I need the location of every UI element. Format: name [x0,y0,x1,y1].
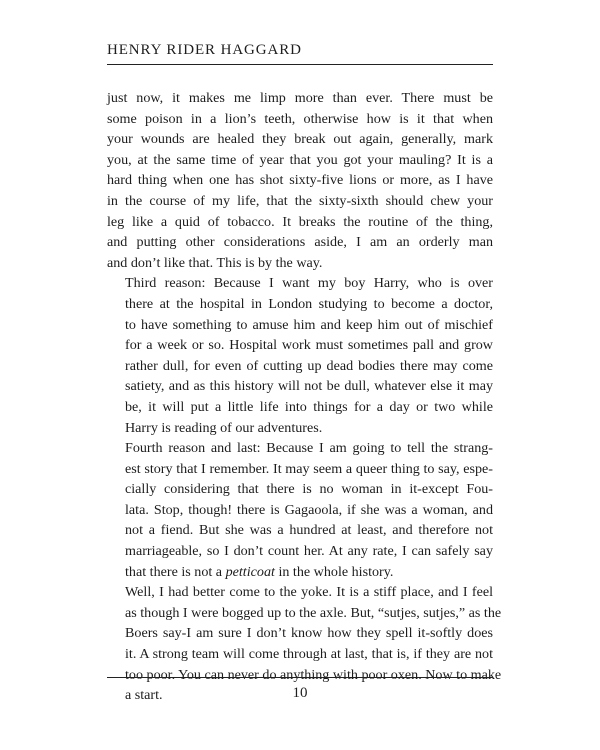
text-line: in the course of my life, that the sixty-sixth should chew your [107,192,493,209]
text-line: and putting other considerations aside, I am an orderly man [107,234,493,251]
footer-rule [107,677,493,678]
text-line: to have something to amuse him and keep him out of mischief [125,316,493,333]
body-text [107,88,502,706]
text-fragment: in the whole history. [274,563,394,580]
paragraph-1 [107,88,493,273]
text-line: leg like a quid of tobacco. It breaks the routine of the thing, [107,213,493,230]
text-line: and don’t like that. This is by the way. [107,254,323,271]
text-line: just now, it makes me limp more than ever. There must be [107,90,493,106]
text-line: Harry is reading of our adventures. [125,419,323,436]
text-line: Third reason: Because I want my boy Harry, who is over [125,275,493,292]
text-line: too poor. You can never do anything with poor oxen. Now to make [125,666,502,683]
text-line: cially considering that there is no woman in it-except Fou- [125,481,493,498]
text-fragment: that there is not a [125,563,226,580]
text-line: it. A strong team will come through at last, that is, if they are not [125,646,493,663]
text-line: a start. [125,687,163,704]
text-line: be, it will put a little life into things for a day or two while [125,398,493,415]
text-line: hard thing when one has shot sixty-five lions or more, as I have [107,172,493,189]
text-line: Boers say-I am sure I don’t know how they spell it-softly does [125,625,493,642]
text-line: est story that I remember. It may seem a queer thing to say, espe- [125,460,493,477]
text-line [107,562,493,583]
header-rule [107,64,493,65]
text-line: Well, I had better come to the yoke. It is a stiff place, and I feel [125,584,493,601]
paragraph-3 [107,438,493,582]
text-line: for a week or so. Hospital work must sometimes pall and grow [125,337,493,354]
running-head: HENRY RIDER HAGGARD [107,42,302,58]
text-line: marriageable, so I don’t count her. At any rate, I can safely say [125,543,493,560]
text-line: some poison in a lion’s teeth, otherwise how is it that when [107,110,493,127]
text-line: not a fiend. But she was a hundred at least, and therefore not [125,522,493,539]
italic-word: petticoat [225,563,275,580]
page-number: 10 [292,685,308,701]
text-line: lata. Stop, though! there is Gagaoola, if she was a woman, and [125,501,493,518]
text-line: as though I were bogged up to the axle. But, “sutjes, sutjes,” as the [125,604,502,621]
text-line: satiety, and as this history will not be dull, whatever else it may [125,378,493,395]
text-line: there at the hospital in London studying to become a doctor, [125,295,493,312]
text-line: your wounds are healed they break out again, generally, mark [107,131,493,148]
text-line: you, at the same time of year that you got your mauling? It is a [107,151,493,168]
paragraph-2 [107,273,493,438]
text-line: rather dull, for even of cutting up dead bodies there may come [125,357,493,374]
text-line: Fourth reason and last: Because I am going to tell the strang- [125,440,493,457]
